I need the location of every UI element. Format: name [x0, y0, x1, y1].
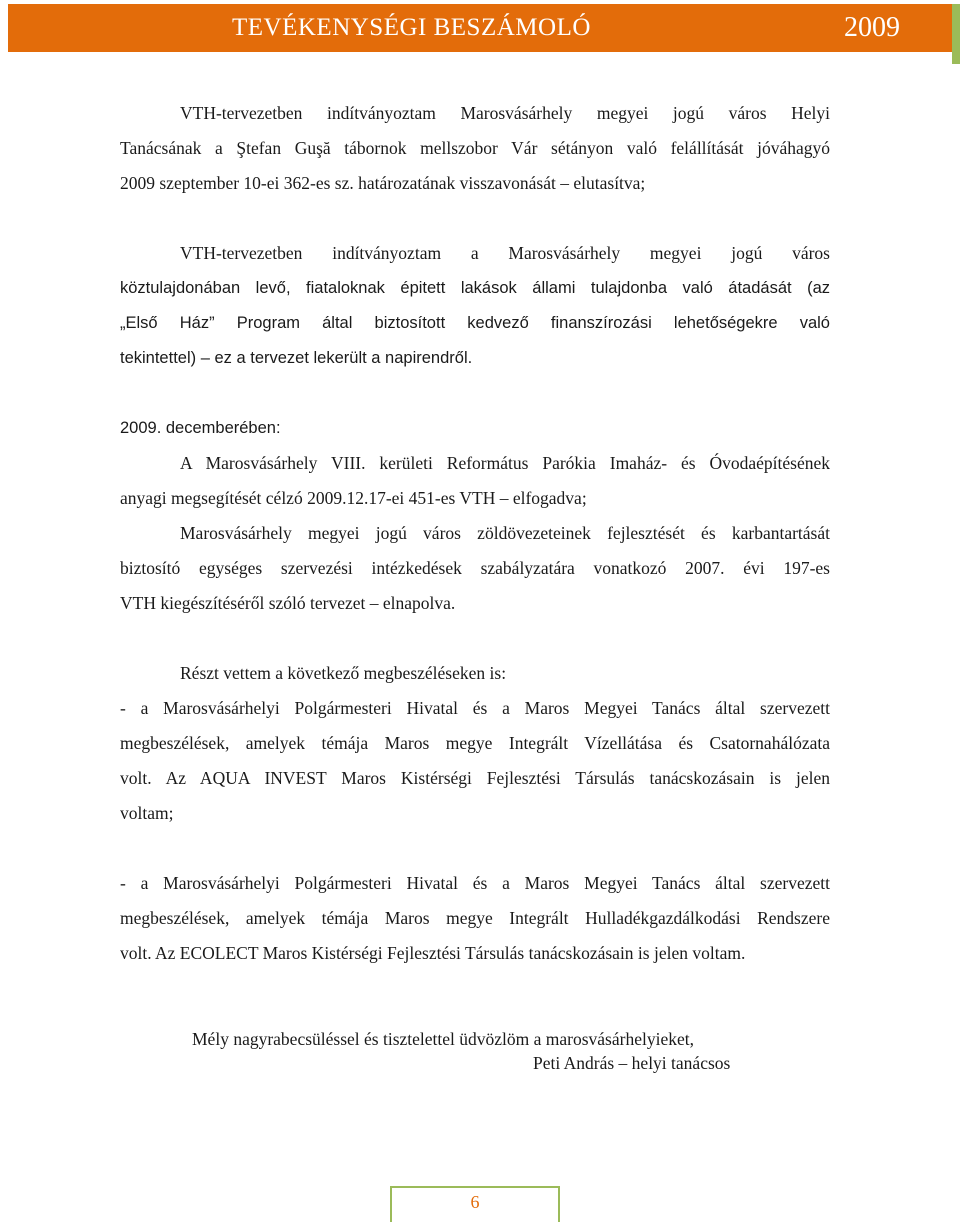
document-body	[120, 96, 830, 971]
text-line: „Első Ház” Program által biztosított kedvező finanszírozási lehetőségekre való	[120, 314, 830, 332]
paragraph-statue	[120, 96, 830, 201]
paragraph-housing	[120, 236, 830, 376]
paragraph-green-areas	[120, 516, 830, 621]
text-line: Marosvásárhely megyei jogú város zöldövezeteinek fejlesztését és karbantartását	[180, 523, 830, 543]
text-line: megbeszélések, amelyek témája Maros megye Integrált Vízellátása és Csatornahálózata	[120, 733, 830, 753]
header-bar	[8, 4, 952, 52]
text-line: VTH kiegészítéséről szóló tervezet – elnapolva.	[120, 593, 456, 613]
text-line: volt. Az AQUA INVEST Maros Kistérségi Fejlesztési Társulás tanácskozásain is jelen	[120, 768, 830, 788]
text-line: anyagi megsegítését célzó 2009.12.17-ei 451-es VTH – elfogadva;	[120, 488, 587, 508]
text-line: köztulajdonában levő, fiataloknak épitett lakások állami tulajdonba való átadását (az	[120, 279, 830, 297]
paragraph-december	[120, 411, 830, 516]
text-line: megbeszélések, amelyek témája Maros megye Integrált Hulladékgazdálkodási Rendszere	[120, 908, 830, 928]
document-title: TEVÉKENYSÉGI BESZÁMOLÓ	[232, 14, 591, 41]
text-line: volt. Az ECOLECT Maros Kistérségi Fejlesztési Társulás tanácskozásain is jelen voltam.	[120, 943, 746, 963]
text-line: tekintettel) – ez a tervezet lekerült a napirendről.	[120, 349, 473, 367]
paragraph-meetings-2	[120, 866, 830, 971]
header-accent-stripe	[952, 4, 960, 64]
text-line: Tanácsának a Ştefan Guşă tábornok mellszobor Vár sétányon való felállítását jóváhagyó	[120, 138, 830, 158]
text-line: voltam;	[120, 803, 174, 823]
text-line: - a Marosvásárhelyi Polgármesteri Hivatal és a Maros Megyei Tanács által szervezett	[120, 873, 830, 893]
text-line: VTH-tervezetben indítványoztam a Marosvásárhely megyei jogú város	[180, 243, 830, 263]
page-number: 6	[470, 1192, 480, 1212]
section-heading-meetings: Részt vettem a következő megbeszéléseken is:	[180, 663, 507, 683]
text-line: 2009 szeptember 10-ei 362-es sz. határozatának visszavonását – elutasítva;	[120, 173, 646, 193]
closing-line: Mély nagyrabecsüléssel és tisztelettel üdvözlöm a marosvásárhelyieket,	[192, 1029, 694, 1049]
text-line: biztosító egységes szervezési intézkedések szabályzatára vonatkozó 2007. évi 197-es	[120, 558, 830, 578]
paragraph-meetings	[120, 656, 830, 831]
text-line: - a Marosvásárhelyi Polgármesteri Hivatal és a Maros Megyei Tanács által szervezett	[120, 698, 830, 718]
section-heading-december: 2009. decemberében:	[120, 419, 281, 437]
text-line: VTH-tervezetben indítványoztam Marosvásárhely megyei jogú város Helyi	[180, 103, 830, 123]
document-year: 2009	[844, 12, 900, 43]
signature: Peti András – helyi tanácsos	[533, 1053, 731, 1073]
page-number-box	[390, 1186, 560, 1222]
text-line: A Marosvásárhely VIII. kerületi Református Parókia Imaház- és Óvodaépítésének	[180, 453, 830, 473]
